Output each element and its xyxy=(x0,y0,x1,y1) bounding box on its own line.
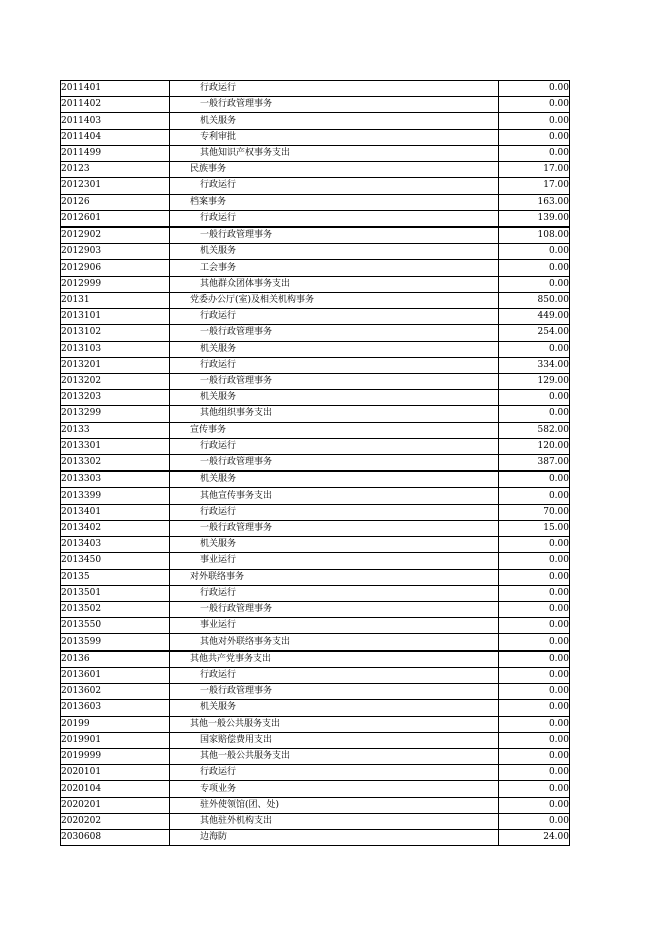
table-row xyxy=(61,667,570,683)
amount-cell: 0.00 xyxy=(499,260,570,276)
subject-code-cell: 2013201 xyxy=(61,357,170,373)
subject-name-cell: 宣传事务 xyxy=(170,422,499,438)
subject-name-cell: 事业运行 xyxy=(170,618,499,634)
subject-name-cell: 机关服务 xyxy=(170,341,499,357)
amount-cell: 0.00 xyxy=(499,634,570,651)
amount-cell: 139.00 xyxy=(499,210,570,227)
subject-name-cell: 一般行政管理事务 xyxy=(170,373,499,389)
amount-cell: 0.00 xyxy=(499,390,570,406)
table-row xyxy=(61,162,570,178)
amount-cell: 0.00 xyxy=(499,537,570,553)
subject-code-cell: 2012906 xyxy=(61,260,170,276)
amount-cell: 0.00 xyxy=(499,732,570,748)
subject-name-cell: 其他宣传事务支出 xyxy=(170,488,499,504)
subject-name-cell: 行政运行 xyxy=(170,667,499,683)
table-row xyxy=(61,373,570,389)
amount-cell: 163.00 xyxy=(499,194,570,210)
amount-cell: 0.00 xyxy=(499,716,570,732)
amount-cell: 0.00 xyxy=(499,406,570,422)
subject-name-cell: 其他组织事务支出 xyxy=(170,406,499,422)
subject-name-cell: 一般行政管理事务 xyxy=(170,227,499,244)
amount-cell: 0.00 xyxy=(499,813,570,829)
subject-name-cell: 机关服务 xyxy=(170,244,499,260)
subject-name-cell: 行政运行 xyxy=(170,210,499,227)
subject-name-cell: 行政运行 xyxy=(170,178,499,194)
subject-name-cell: 行政运行 xyxy=(170,765,499,781)
subject-code-cell: 2013203 xyxy=(61,390,170,406)
amount-cell: 0.00 xyxy=(499,781,570,797)
table-row xyxy=(61,113,570,129)
subject-name-cell: 行政运行 xyxy=(170,585,499,601)
subject-code-cell: 2013101 xyxy=(61,309,170,325)
subject-code-cell: 2020201 xyxy=(61,797,170,813)
subject-code-cell: 2013301 xyxy=(61,438,170,454)
table-row xyxy=(61,309,570,325)
table-row xyxy=(61,276,570,292)
table-row xyxy=(61,129,570,145)
table-row xyxy=(61,732,570,748)
table-row xyxy=(61,602,570,618)
subject-code-cell: 2013602 xyxy=(61,684,170,700)
table-row xyxy=(61,830,570,846)
subject-name-cell: 行政运行 xyxy=(170,504,499,520)
amount-cell: 0.00 xyxy=(499,488,570,504)
subject-name-cell: 行政运行 xyxy=(170,438,499,454)
subject-name-cell: 其他一般公共服务支出 xyxy=(170,748,499,764)
subject-code-cell: 2013599 xyxy=(61,634,170,651)
amount-cell: 24.00 xyxy=(499,830,570,846)
subject-code-cell: 20136 xyxy=(61,651,170,668)
subject-name-cell: 机关服务 xyxy=(170,537,499,553)
subject-code-cell: 2012903 xyxy=(61,244,170,260)
amount-cell: 0.00 xyxy=(499,276,570,292)
amount-cell: 334.00 xyxy=(499,357,570,373)
amount-cell: 254.00 xyxy=(499,325,570,341)
amount-cell: 387.00 xyxy=(499,455,570,472)
subject-code-cell: 2012999 xyxy=(61,276,170,292)
subject-name-cell: 一般行政管理事务 xyxy=(170,684,499,700)
table-row xyxy=(61,422,570,438)
subject-code-cell: 2013601 xyxy=(61,667,170,683)
subject-code-cell: 2011499 xyxy=(61,145,170,161)
table-row xyxy=(61,569,570,585)
table-row xyxy=(61,210,570,227)
table-row xyxy=(61,145,570,161)
subject-code-cell: 2012301 xyxy=(61,178,170,194)
table-row xyxy=(61,341,570,357)
amount-cell: 15.00 xyxy=(499,520,570,536)
subject-code-cell: 2011403 xyxy=(61,113,170,129)
subject-name-cell: 机关服务 xyxy=(170,390,499,406)
amount-cell: 850.00 xyxy=(499,292,570,308)
table-row xyxy=(61,471,570,488)
subject-code-cell: 2013450 xyxy=(61,553,170,569)
table-row xyxy=(61,504,570,520)
subject-name-cell: 机关服务 xyxy=(170,700,499,716)
subject-code-cell: 2013603 xyxy=(61,700,170,716)
subject-name-cell: 行政运行 xyxy=(170,357,499,373)
subject-name-cell: 其他驻外机构支出 xyxy=(170,813,499,829)
table-row xyxy=(61,651,570,668)
table-row xyxy=(61,260,570,276)
subject-code-cell: 2020104 xyxy=(61,781,170,797)
table-row xyxy=(61,227,570,244)
amount-cell: 0.00 xyxy=(499,651,570,668)
table-row xyxy=(61,716,570,732)
subject-code-cell: 20123 xyxy=(61,162,170,178)
amount-cell: 0.00 xyxy=(499,602,570,618)
amount-cell: 0.00 xyxy=(499,684,570,700)
subject-code-cell: 2013402 xyxy=(61,520,170,536)
subject-code-cell: 20131 xyxy=(61,292,170,308)
amount-cell: 129.00 xyxy=(499,373,570,389)
amount-cell: 0.00 xyxy=(499,700,570,716)
amount-cell: 0.00 xyxy=(499,748,570,764)
amount-cell: 17.00 xyxy=(499,162,570,178)
amount-cell: 0.00 xyxy=(499,145,570,161)
table-row xyxy=(61,292,570,308)
subject-name-cell: 国家赔偿费用支出 xyxy=(170,732,499,748)
subject-name-cell: 其他对外联络事务支出 xyxy=(170,634,499,651)
subject-code-cell: 2013501 xyxy=(61,585,170,601)
table-row xyxy=(61,178,570,194)
table-row xyxy=(61,537,570,553)
table-row xyxy=(61,520,570,536)
table-row xyxy=(61,765,570,781)
amount-cell: 0.00 xyxy=(499,81,570,97)
table-row xyxy=(61,194,570,210)
subject-code-cell: 20199 xyxy=(61,716,170,732)
subject-code-cell: 2011401 xyxy=(61,81,170,97)
subject-code-cell: 2013550 xyxy=(61,618,170,634)
subject-name-cell: 其他一般公共服务支出 xyxy=(170,716,499,732)
subject-name-cell: 事业运行 xyxy=(170,553,499,569)
subject-code-cell: 2012601 xyxy=(61,210,170,227)
subject-code-cell: 2011404 xyxy=(61,129,170,145)
subject-code-cell: 2013202 xyxy=(61,373,170,389)
budget-table-body xyxy=(61,81,570,846)
table-row xyxy=(61,684,570,700)
amount-cell: 449.00 xyxy=(499,309,570,325)
subject-code-cell: 20126 xyxy=(61,194,170,210)
amount-cell: 0.00 xyxy=(499,553,570,569)
table-row xyxy=(61,244,570,260)
subject-name-cell: 民族事务 xyxy=(170,162,499,178)
subject-code-cell: 2013303 xyxy=(61,471,170,488)
amount-cell: 0.00 xyxy=(499,618,570,634)
subject-name-cell: 一般行政管理事务 xyxy=(170,455,499,472)
table-row xyxy=(61,455,570,472)
subject-name-cell: 专项业务 xyxy=(170,781,499,797)
amount-cell: 0.00 xyxy=(499,569,570,585)
subject-name-cell: 行政运行 xyxy=(170,81,499,97)
subject-code-cell: 2013103 xyxy=(61,341,170,357)
subject-code-cell: 2013399 xyxy=(61,488,170,504)
table-row xyxy=(61,553,570,569)
subject-code-cell: 2013401 xyxy=(61,504,170,520)
subject-code-cell: 2019901 xyxy=(61,732,170,748)
subject-name-cell: 一般行政管理事务 xyxy=(170,520,499,536)
subject-code-cell: 2013502 xyxy=(61,602,170,618)
subject-code-cell: 20133 xyxy=(61,422,170,438)
table-row xyxy=(61,406,570,422)
subject-name-cell: 档案事务 xyxy=(170,194,499,210)
subject-code-cell: 2019999 xyxy=(61,748,170,764)
subject-name-cell: 其他共产党事务支出 xyxy=(170,651,499,668)
amount-cell: 0.00 xyxy=(499,129,570,145)
table-row xyxy=(61,325,570,341)
subject-code-cell: 2011402 xyxy=(61,97,170,113)
amount-cell: 0.00 xyxy=(499,113,570,129)
table-row xyxy=(61,700,570,716)
table-row xyxy=(61,813,570,829)
subject-name-cell: 工会事务 xyxy=(170,260,499,276)
amount-cell: 0.00 xyxy=(499,797,570,813)
subject-code-cell: 2020101 xyxy=(61,765,170,781)
table-row xyxy=(61,781,570,797)
amount-cell: 0.00 xyxy=(499,471,570,488)
subject-code-cell: 2013102 xyxy=(61,325,170,341)
subject-name-cell: 行政运行 xyxy=(170,309,499,325)
subject-name-cell: 一般行政管理事务 xyxy=(170,325,499,341)
subject-code-cell: 2012902 xyxy=(61,227,170,244)
subject-name-cell: 驻外使领馆(团、处) xyxy=(170,797,499,813)
amount-cell: 0.00 xyxy=(499,244,570,260)
subject-name-cell: 边海防 xyxy=(170,830,499,846)
amount-cell: 70.00 xyxy=(499,504,570,520)
amount-cell: 0.00 xyxy=(499,585,570,601)
amount-cell: 0.00 xyxy=(499,97,570,113)
subject-code-cell: 2030608 xyxy=(61,830,170,846)
subject-code-cell: 2013299 xyxy=(61,406,170,422)
table-row xyxy=(61,634,570,651)
subject-name-cell: 其他知识产权事务支出 xyxy=(170,145,499,161)
amount-cell: 0.00 xyxy=(499,667,570,683)
subject-name-cell: 机关服务 xyxy=(170,113,499,129)
subject-code-cell: 2013403 xyxy=(61,537,170,553)
subject-code-cell: 2013302 xyxy=(61,455,170,472)
amount-cell: 582.00 xyxy=(499,422,570,438)
table-row xyxy=(61,357,570,373)
budget-table xyxy=(60,80,570,846)
subject-name-cell: 机关服务 xyxy=(170,471,499,488)
amount-cell: 108.00 xyxy=(499,227,570,244)
subject-name-cell: 专利审批 xyxy=(170,129,499,145)
subject-name-cell: 一般行政管理事务 xyxy=(170,97,499,113)
amount-cell: 0.00 xyxy=(499,765,570,781)
table-row xyxy=(61,585,570,601)
table-row xyxy=(61,748,570,764)
table-row xyxy=(61,97,570,113)
subject-code-cell: 20135 xyxy=(61,569,170,585)
amount-cell: 0.00 xyxy=(499,341,570,357)
subject-code-cell: 2020202 xyxy=(61,813,170,829)
subject-name-cell: 其他群众团体事务支出 xyxy=(170,276,499,292)
amount-cell: 17.00 xyxy=(499,178,570,194)
table-row xyxy=(61,797,570,813)
table-row xyxy=(61,81,570,97)
table-row xyxy=(61,438,570,454)
subject-name-cell: 对外联络事务 xyxy=(170,569,499,585)
table-row xyxy=(61,488,570,504)
subject-name-cell: 党委办公厅(室)及相关机构事务 xyxy=(170,292,499,308)
table-row xyxy=(61,390,570,406)
table-row xyxy=(61,618,570,634)
subject-name-cell: 一般行政管理事务 xyxy=(170,602,499,618)
amount-cell: 120.00 xyxy=(499,438,570,454)
